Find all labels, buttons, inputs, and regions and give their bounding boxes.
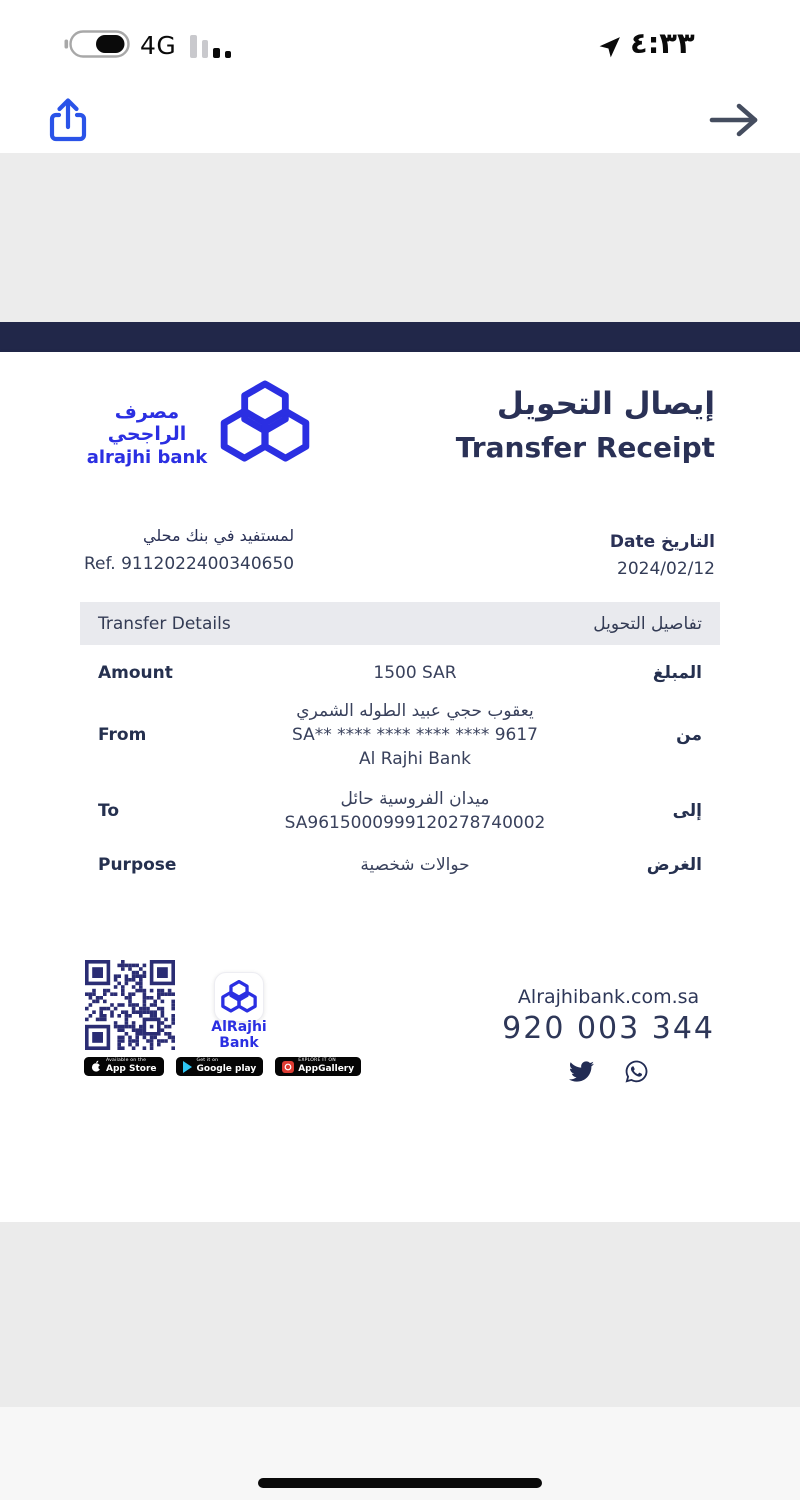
- reference-number: Ref. 9112022400340650: [84, 554, 295, 574]
- alrajhi-emblem-small-icon: [220, 980, 258, 1014]
- to-label-ar: إلى: [672, 801, 702, 821]
- to-label-en: To: [98, 801, 120, 821]
- amount-label-ar: المبلغ: [652, 663, 702, 683]
- twitter-icon[interactable]: [569, 1059, 594, 1084]
- receipt-title: [456, 386, 715, 464]
- amount-label-en: Amount: [98, 663, 173, 683]
- bank-website: Alrajhibank.com.sa: [517, 986, 700, 1008]
- table-row-amount: [80, 661, 720, 685]
- purpose-label-ar: الغرض: [646, 855, 702, 875]
- table-row-purpose: [80, 853, 720, 877]
- transfer-details-table: [80, 645, 720, 877]
- share-button[interactable]: [46, 96, 90, 144]
- battery-icon: [64, 30, 130, 58]
- bank-phone-number: 920 003 344: [502, 1011, 715, 1046]
- bank-name-arabic: مصرف الراجحي: [107, 401, 187, 445]
- social-icons: [569, 1059, 649, 1084]
- purpose-label-en: Purpose: [98, 855, 177, 875]
- background-bottom: [0, 1222, 800, 1407]
- to-value: ميدان الفروسية حائل SA9615000999120278740002: [284, 789, 546, 833]
- forward-arrow-button[interactable]: [706, 101, 762, 139]
- whatsapp-icon[interactable]: [624, 1059, 649, 1084]
- date-value: 2024/02/12: [617, 559, 715, 579]
- qr-code: [85, 960, 175, 1050]
- receipt-top-band: [0, 322, 800, 352]
- app-icon: [214, 972, 264, 1022]
- bank-logo-wordmark: [84, 402, 210, 468]
- from-label-en: From: [98, 725, 147, 745]
- receipt-title-arabic: إيصال التحويل: [496, 386, 715, 422]
- details-header-arabic: تفاصيل التحويل: [593, 613, 702, 634]
- status-time: ٤:٣٣: [630, 26, 695, 60]
- network-type-label: 4G: [140, 31, 177, 60]
- table-row-from: [80, 699, 720, 771]
- beneficiary-note: لمستفيد في بنك محلي: [143, 526, 295, 545]
- status-bar: [0, 0, 800, 153]
- details-section-header: [80, 602, 720, 645]
- app-store-badge[interactable]: Available on the App Store: [84, 1057, 164, 1076]
- purpose-value: حوالات شخصية: [360, 855, 470, 875]
- appgallery-badge[interactable]: EXPLORE IT ON AppGallery: [275, 1057, 361, 1076]
- details-header-english: Transfer Details: [98, 613, 231, 634]
- background-top: [0, 153, 800, 322]
- appgallery-icon: [282, 1061, 294, 1073]
- home-indicator[interactable]: [258, 1478, 542, 1488]
- app-name-label: AlRajhi Bank: [211, 1019, 267, 1051]
- bank-name-english: alrajhi bank: [86, 446, 208, 468]
- location-services-icon: [597, 35, 622, 60]
- apple-icon: [91, 1060, 102, 1073]
- alrajhi-emblem-icon: [218, 380, 312, 466]
- table-row-to: [80, 787, 720, 835]
- signal-strength-icon: [190, 34, 240, 58]
- date-label: التاريخ Date: [609, 532, 715, 552]
- amount-value: 1500 SAR: [373, 663, 457, 683]
- from-label-ar: من: [676, 725, 702, 745]
- google-play-badge[interactable]: Get it on Google play: [176, 1057, 264, 1076]
- contact-block: [502, 986, 715, 1084]
- from-value: يعقوب حجي عبيد الطوله الشمري SA** **** **** **** **** 9617 Al Rajhi Bank: [291, 701, 539, 769]
- date-block: [610, 532, 715, 579]
- google-play-icon: [183, 1061, 193, 1073]
- transfer-receipt-document: [0, 352, 800, 1222]
- reference-block: [84, 526, 294, 574]
- store-badges: [84, 1057, 361, 1076]
- receipt-title-english: Transfer Receipt: [455, 431, 715, 464]
